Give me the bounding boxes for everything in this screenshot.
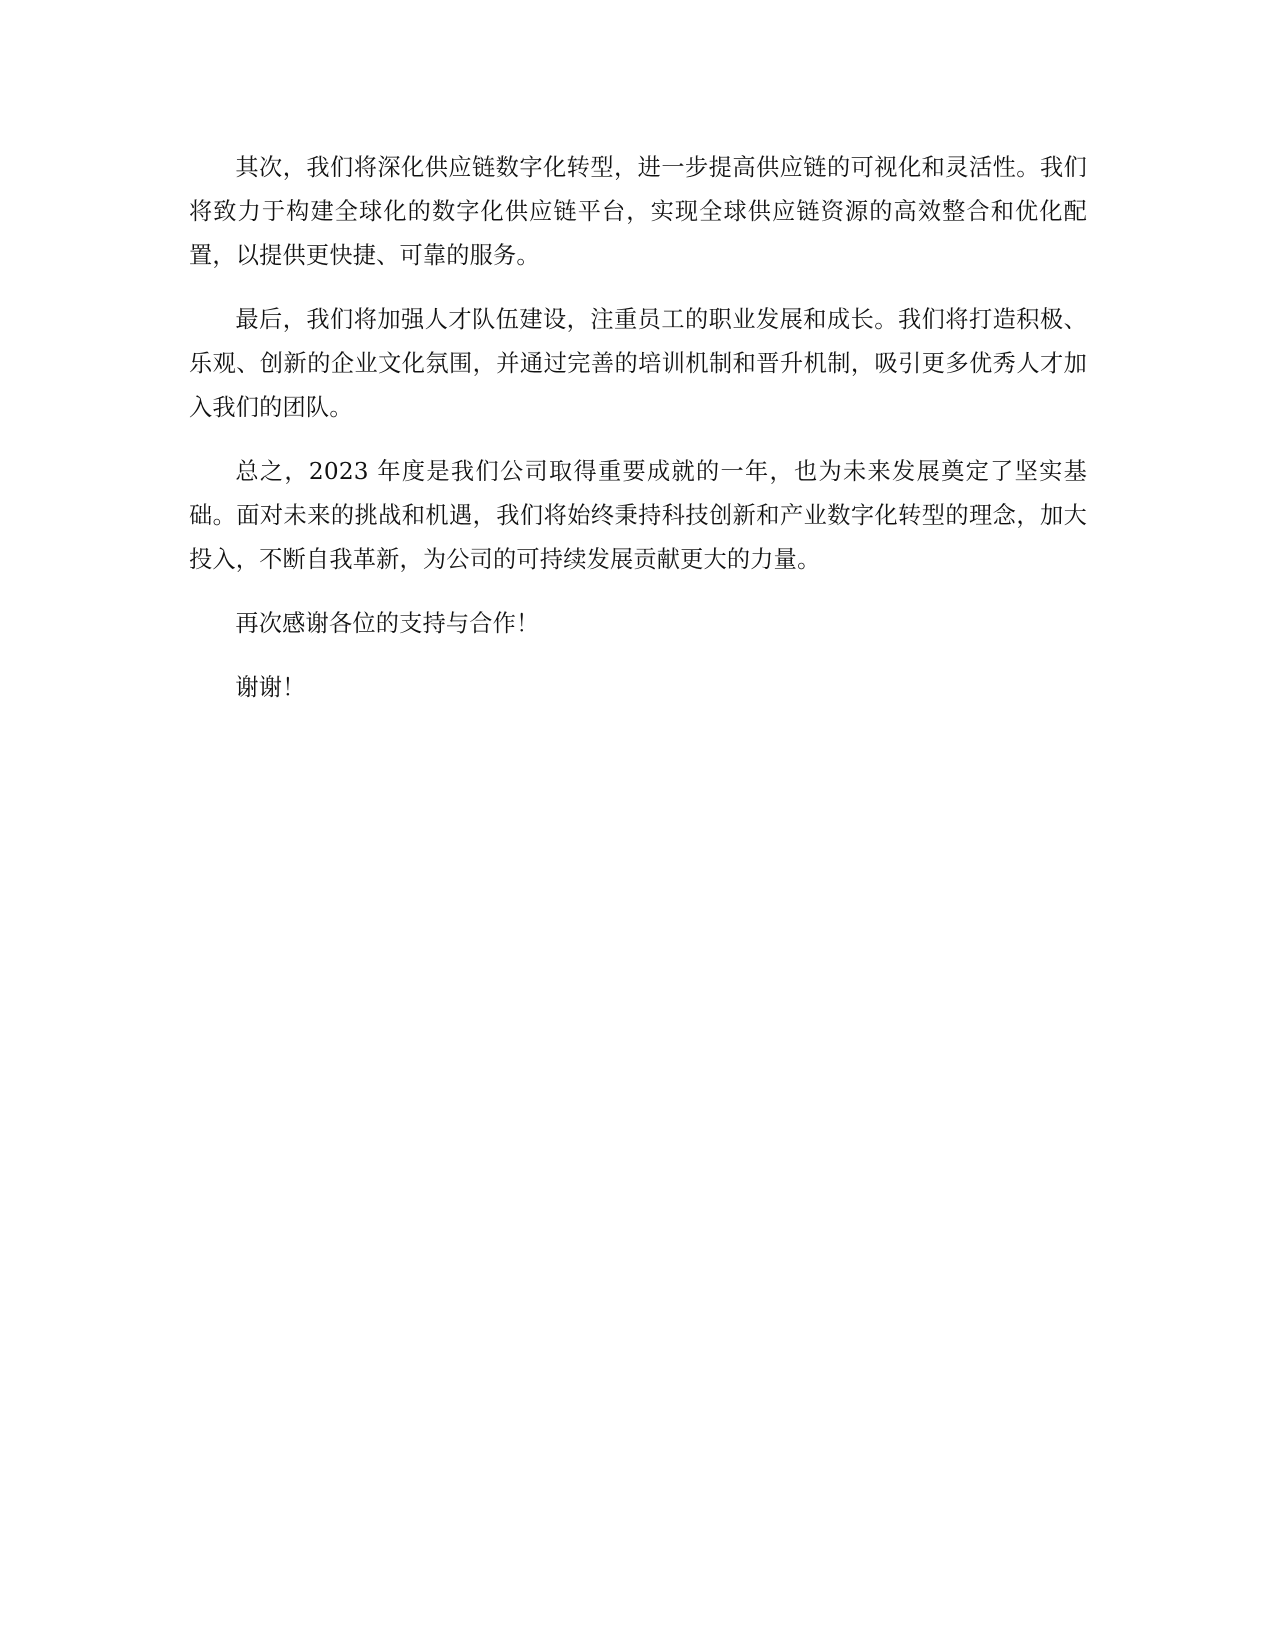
- paragraph-thank-you: 谢谢！: [235, 674, 306, 701]
- paragraph-supply-chain: 其次，我们将深化供应链数字化转型，进一步提高供应链的可视化和灵活性。我们将致力于构建全球化的数字化供应链平台，实现全球供应链资源的高效整合和优化配置，以提供更快捷、可靠的服务。: [189, 154, 1087, 269]
- document-body: [189, 146, 1087, 730]
- paragraph-talent: 最后，我们将加强人才队伍建设，注重员工的职业发展和成长。我们将打造积极、乐观、创新的企业文化氛围，并通过完善的培训机制和晋升机制，吸引更多优秀人才加入我们的团队。: [189, 306, 1087, 421]
- paragraph-summary: 总之，2023 年度是我们公司取得重要成就的一年，也为未来发展奠定了坚实基础。面对未来的挑战和机遇，我们将始终秉持科技创新和产业数字化转型的理念，加大投入，不断自我革新，为公司的可持续发展贡献更大的力量。: [189, 458, 1087, 573]
- paragraph-thanks-again: 再次感谢各位的支持与合作！: [235, 610, 540, 637]
